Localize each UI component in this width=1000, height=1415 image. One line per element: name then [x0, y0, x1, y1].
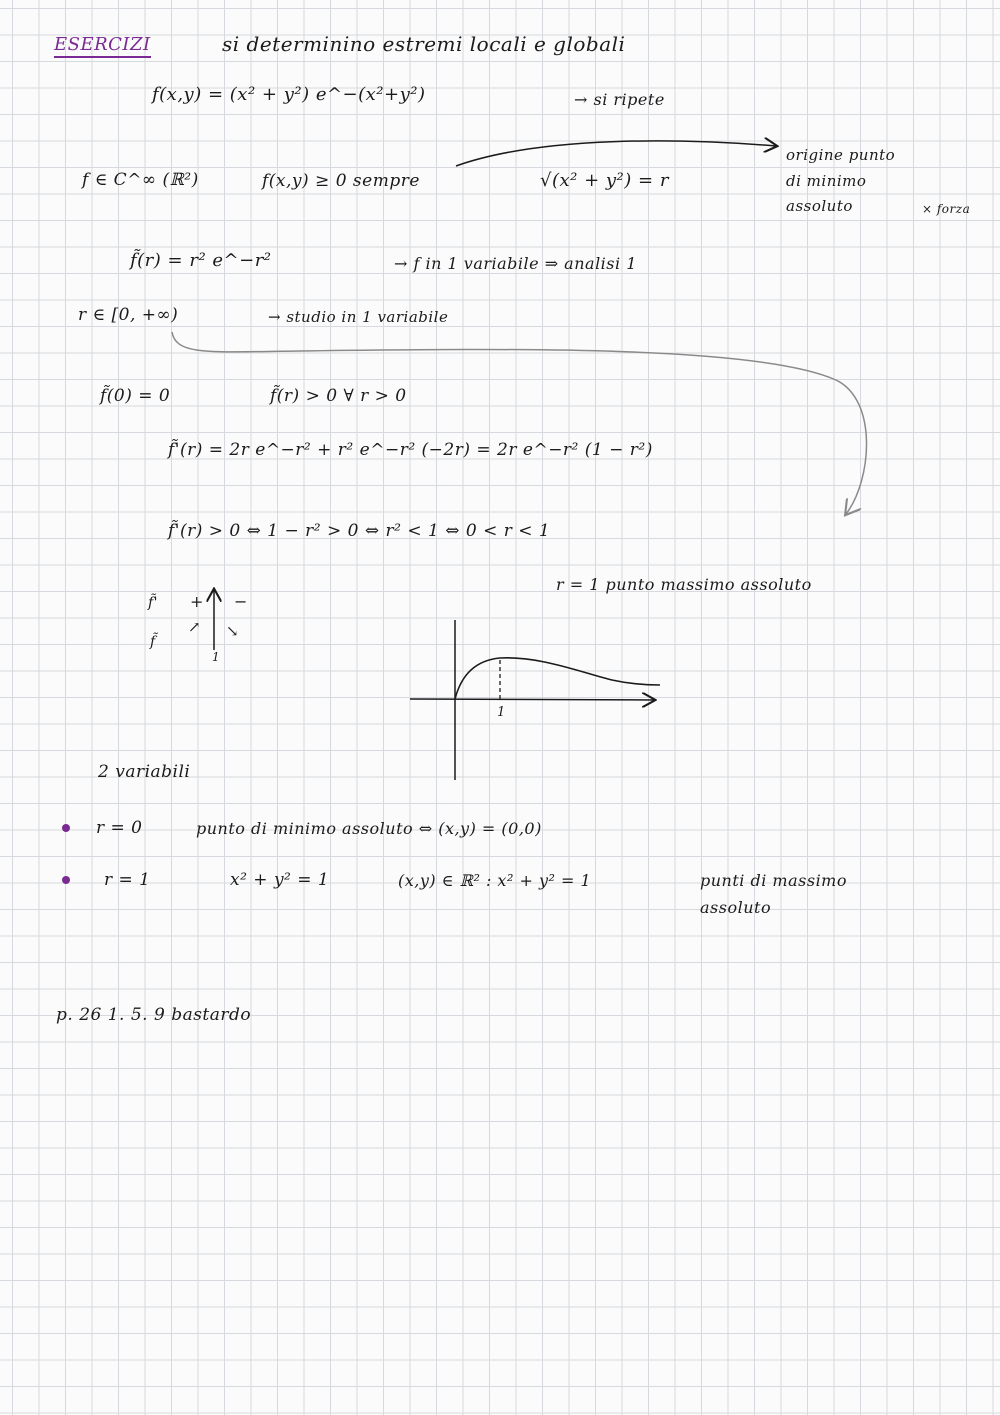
side-note-line-3: assoluto [786, 197, 853, 215]
function-definition: f(x,y) = (x² + y²) e^−(x²+y²) [152, 84, 426, 105]
arrow-domain-to-condition [172, 332, 867, 514]
side-note-line-2: di minimo [786, 172, 867, 190]
one-variable-note: → f in 1 variabile ⇒ analisi 1 [394, 254, 637, 273]
sign-table-f: f̃ [150, 634, 156, 650]
sign-condition-line: f̃'(r) > 0 ⇔ 1 − r² > 0 ⇔ r² < 1 ⇔ 0 < r < 1 [168, 521, 551, 541]
two-variables-header: 2 variabili [98, 762, 191, 782]
page-reference: p. 26 1. 5. 9 bastardo [56, 1005, 252, 1025]
bullet-2-text-2: assoluto [700, 898, 772, 917]
positivity-line: f̃(r) > 0 ∀ r > 0 [270, 386, 407, 406]
graph-curve [455, 658, 660, 699]
bullet-1-text: punto di minimo assoluto ⇔ (x,y) = (0,0) [196, 819, 542, 838]
bullet-2-equation: x² + y² = 1 [230, 870, 330, 890]
sign-table-one: 1 [212, 650, 221, 664]
bullet-2-r: r = 1 [104, 870, 151, 890]
bullet-2 [62, 876, 70, 884]
sign-table-fprime: f̃' [148, 595, 159, 611]
domain-line: r ∈ [0, +∞) [78, 305, 179, 325]
sign-table-decreasing: ↘ [226, 622, 240, 640]
substitution-line: √(x² + y²) = r [540, 170, 669, 191]
sign-line: f(x,y) ≥ 0 sempre [262, 171, 420, 191]
bullet-2-text-1: punti di massimo [700, 871, 847, 890]
value-at-zero: f̃(0) = 0 [100, 386, 171, 406]
page-title: ESERCIZI [54, 34, 151, 58]
arrow-to-side-note [456, 141, 776, 166]
reduced-function: f̃(r) = r² e^−r² [130, 250, 272, 271]
graph-tick-label: 1 [497, 705, 506, 720]
sign-table-increasing: ↗ [188, 618, 202, 636]
sign-table-plus: + [190, 592, 204, 611]
task-statement: si determinino estremi locali e globali [222, 32, 626, 56]
bullet-1-r: r = 0 [96, 818, 143, 838]
derivative-line: f̃'(r) = 2r e^−r² + r² e^−r² (−2r) = 2r e^−r² (1 − r²) [168, 440, 653, 460]
repeat-note: → si ripete [574, 90, 665, 109]
graph-x-axis [410, 699, 654, 700]
regularity-line: f ∈ C^∞ (ℝ²) [82, 170, 199, 190]
bullet-2-set: (x,y) ∈ ℝ² : x² + y² = 1 [398, 871, 592, 890]
sign-table-minus: − [234, 592, 248, 611]
side-note-line-4: × forza [922, 202, 971, 216]
maximum-point-line: r = 1 punto massimo assoluto [556, 575, 812, 594]
side-note-line-1: origine punto [786, 146, 896, 164]
bullet-1 [62, 824, 70, 832]
study-note: → studio in 1 variabile [268, 308, 449, 326]
